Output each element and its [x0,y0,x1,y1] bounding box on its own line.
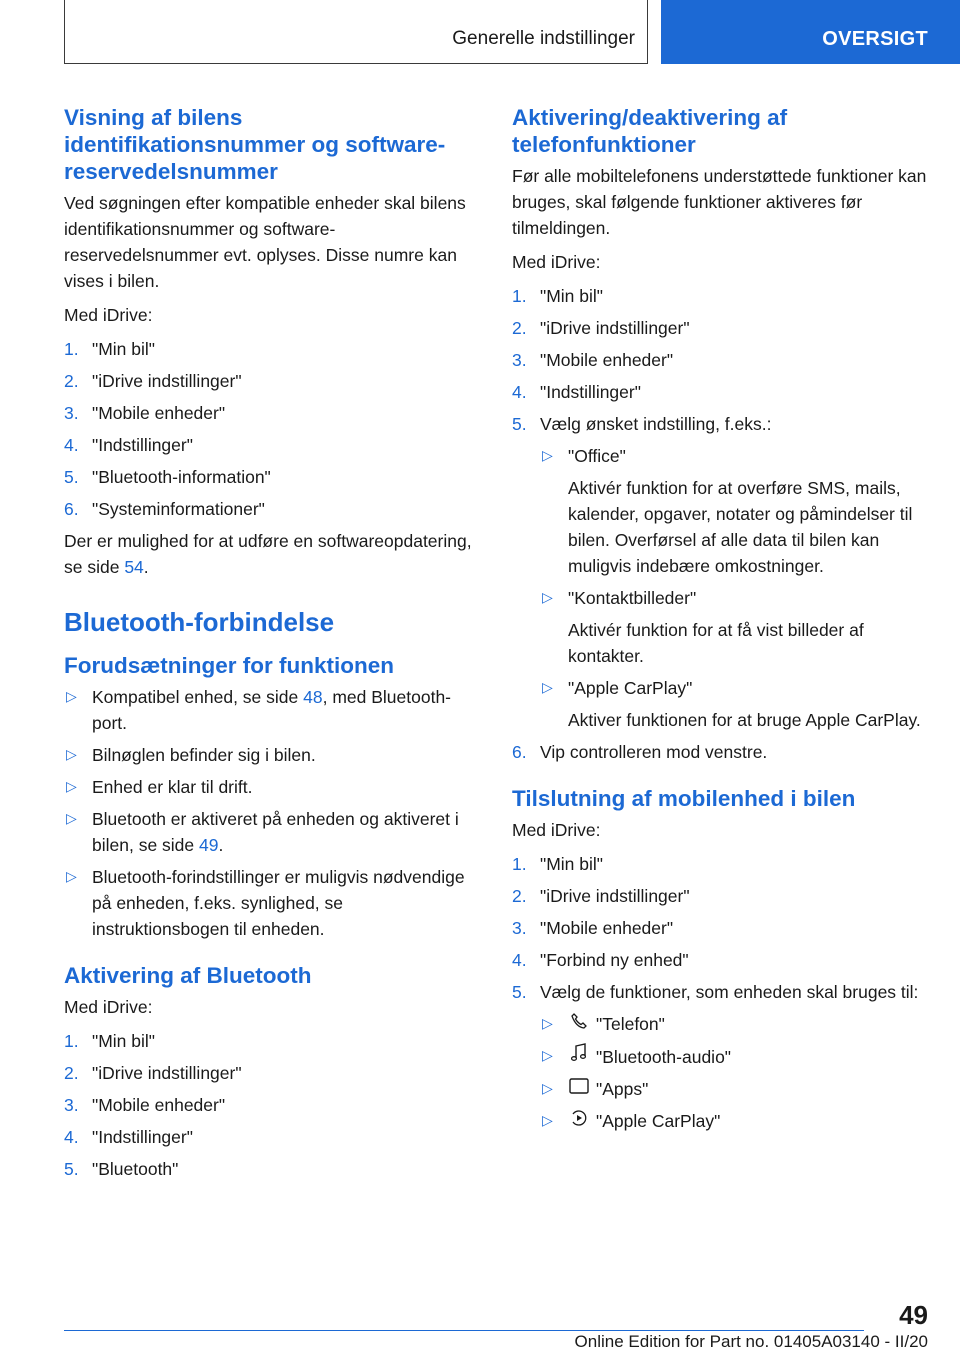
step-number: 5. [512,414,527,434]
conn-steps-list [512,851,928,1134]
header-tab-oversigt[interactable] [661,0,960,64]
triangle-bullet-icon: ▷ [66,868,77,884]
step-text: Vælg de funktioner, som enheden skal bruges til: [540,982,919,1002]
right-column [512,104,928,1140]
list-item [512,283,928,309]
phone-idrive-label: Med iDrive: [512,252,601,272]
step-number: 1. [512,854,527,874]
heading-bluetooth-connection: Bluetooth-forbindelse [64,607,335,637]
heading-phone-functions: Aktivering/deaktivering af telefonfunktioner [512,105,788,157]
carplay-icon [568,1108,590,1134]
vin-text: Ved søgningen efter kompatible enheder skal bilens identifikationsnummer og software-reservedelsnummer evt. oplyses. Disse numre kan vises i bilen. [64,193,466,291]
step-text: "Min bil" [540,854,603,874]
requirements-list [64,684,484,942]
list-item [64,1092,484,1118]
step-text: "Bluetooth" [92,1159,179,1179]
step-number: 3. [512,350,527,370]
list-item [512,883,928,909]
option-label: "Kontaktbilleder" [568,588,697,608]
step-text: "Min bil" [92,1031,155,1051]
triangle-bullet-icon: ▷ [542,589,553,605]
list-item [64,1156,484,1182]
triangle-bullet-icon: ▷ [542,1112,553,1128]
list-item [64,368,484,394]
list-item [64,464,484,490]
step-text: "iDrive indstillinger" [540,886,690,906]
header-section-title: Generelle indstillinger [452,28,635,49]
list-item [64,432,484,458]
step-text: "Mobile enheder" [540,918,674,938]
list-item [64,864,484,942]
list-item [512,979,928,1134]
list-item [512,915,928,941]
list-item [64,400,484,426]
step-number: 3. [64,1095,79,1115]
page-link-48[interactable]: 48 [303,687,323,707]
step-number: 3. [512,918,527,938]
triangle-bullet-icon: ▷ [66,688,77,704]
step-text: "iDrive indstillinger" [92,371,242,391]
list-item [64,774,484,800]
footer-divider [64,1330,864,1331]
function-label: "Telefon" [596,1014,665,1034]
heading-requirements: Forudsætninger for funktionen [64,653,394,678]
option-desc: Aktivér funktion for at overføre SMS, mails, kalender, opgaver, notater og påmindelser til bilen. Overførsel af alle data til bilen kan muligvis indebære omkostninger. [568,478,913,576]
req-text: Enhed er klar til drift. [92,777,253,797]
left-column [64,104,484,1188]
step-text: "Min bil" [92,339,155,359]
function-carplay [540,1108,928,1134]
step-text: "Mobile enheder" [540,350,674,370]
option-office [540,443,928,579]
step-number: 3. [64,403,79,423]
req-text: Bilnøglen befinder sig i bilen. [92,745,316,765]
step-number: 1. [512,286,527,306]
apps-icon [568,1076,590,1102]
step-text: "Mobile enheder" [92,403,226,423]
step-text: "Indstillinger" [92,1127,193,1147]
function-label: "Bluetooth-audio" [596,1047,732,1067]
triangle-bullet-icon: ▷ [66,746,77,762]
step-number: 4. [512,950,527,970]
list-item [64,684,484,736]
req-text: Kompatibel enhed, se side [92,687,304,707]
function-label: "Apple CarPlay" [596,1111,721,1131]
heading-activate-bluetooth: Aktivering af Bluetooth [64,963,312,988]
step-number: 5. [512,982,527,1002]
step-number: 6. [64,499,79,519]
update-text: Der er mulighed for at udføre en softwareopdatering, se side 54. [64,531,472,577]
vin-idrive-label: Med iDrive: [64,305,153,325]
option-desc: Aktivér funktion for at få vist billeder af kontakter. [568,620,864,666]
step-text: "Mobile enheder" [92,1095,226,1115]
step-text: "iDrive indstillinger" [92,1063,242,1083]
option-label: "Office" [568,446,626,466]
list-item [512,315,928,341]
conn-idrive-label: Med iDrive: [512,820,601,840]
step-text: "Min bil" [540,286,603,306]
update-text-body: Der er mulighed for at udføre en softwareopdatering, se side [64,531,472,577]
page-link-49[interactable]: 49 [199,835,219,855]
option-apple-carplay [540,675,928,733]
list-item [64,336,484,362]
step-number: 1. [64,339,79,359]
function-label: "Apps" [596,1079,649,1099]
option-contact-images [540,585,928,669]
heading-connect-device: Tilslutning af mobilenhed i bilen [512,786,856,811]
triangle-bullet-icon: ▷ [542,1015,553,1031]
option-desc: Aktiver funktionen for at bruge Apple CarPlay. [568,710,921,730]
phone-steps-list [512,283,928,765]
step-number: 5. [64,1159,79,1179]
function-bt-audio [540,1043,928,1070]
function-apps [540,1076,928,1102]
option-label: "Apple CarPlay" [568,678,693,698]
vin-steps-list [64,336,484,522]
req-text: Bluetooth-forindstillinger er muligvis nødvendige på enheden, f.eks. synlighed, se instruktionsbogen til enheden. [92,867,465,939]
step-number: 6. [512,742,527,762]
page-number: 49 [899,1300,928,1330]
step-text: Vip controlleren mod venstre. [540,742,768,762]
step-text: "iDrive indstillinger" [540,318,690,338]
list-item [64,496,484,522]
step-number: 2. [512,318,527,338]
triangle-bullet-icon: ▷ [542,1080,553,1096]
list-item [512,947,928,973]
header-tab-label: OVERSIGT [822,28,928,50]
page-link-54[interactable]: 54 [124,557,144,577]
step-number: 4. [64,1127,79,1147]
step-number: 4. [64,435,79,455]
list-item [512,739,928,765]
triangle-bullet-icon: ▷ [542,679,553,695]
step-text: Vælg ønsket indstilling, f.eks.: [540,414,772,434]
music-note-icon [568,1043,590,1070]
phone-text: Før alle mobiltelefonens understøttede funktioner kan bruges, skal følgende funktioner aktiveres før tilmeldingen. [512,166,927,238]
step-number: 2. [64,1063,79,1083]
act-steps-list [64,1028,484,1182]
option-list [540,443,928,733]
list-item [512,851,928,877]
req-text: Bluetooth er aktiveret på enheden og aktiveret i bilen, se side [92,809,459,855]
list-item [64,1060,484,1086]
triangle-bullet-icon: ▷ [542,447,553,463]
triangle-bullet-icon: ▷ [66,810,77,826]
list-item [64,1124,484,1150]
step-number: 1. [64,1031,79,1051]
list-item [64,1028,484,1054]
step-number: 2. [64,371,79,391]
step-text: "Indstillinger" [92,435,193,455]
list-item [64,742,484,768]
heading-vin: Visning af bilens identifikationsnummer og software-reservedelsnummer [64,105,446,184]
step-number: 5. [64,467,79,487]
list-item [512,411,928,733]
act-idrive-label: Med iDrive: [64,997,153,1017]
function-list [540,1011,928,1134]
list-item [512,347,928,373]
step-text: "Bluetooth-information" [92,467,271,487]
triangle-bullet-icon: ▷ [66,778,77,794]
header-section-box [64,0,648,64]
step-text: "Indstillinger" [540,382,641,402]
step-number: 2. [512,886,527,906]
step-text: "Systeminformationer" [92,499,265,519]
step-number: 4. [512,382,527,402]
req-text: , med Bluetooth-port. [92,687,451,733]
list-item [512,379,928,405]
step-text: "Forbind ny enhed" [540,950,689,970]
function-telefon [540,1011,928,1037]
footer-edition: Online Edition for Part no. 01405A03140 - II/20 [574,1332,928,1351]
phone-icon [568,1011,590,1037]
list-item: ▷ Bluetooth er aktiveret på enheden og aktiveret i bilen, se side 49. [64,806,484,858]
triangle-bullet-icon: ▷ [542,1047,553,1063]
